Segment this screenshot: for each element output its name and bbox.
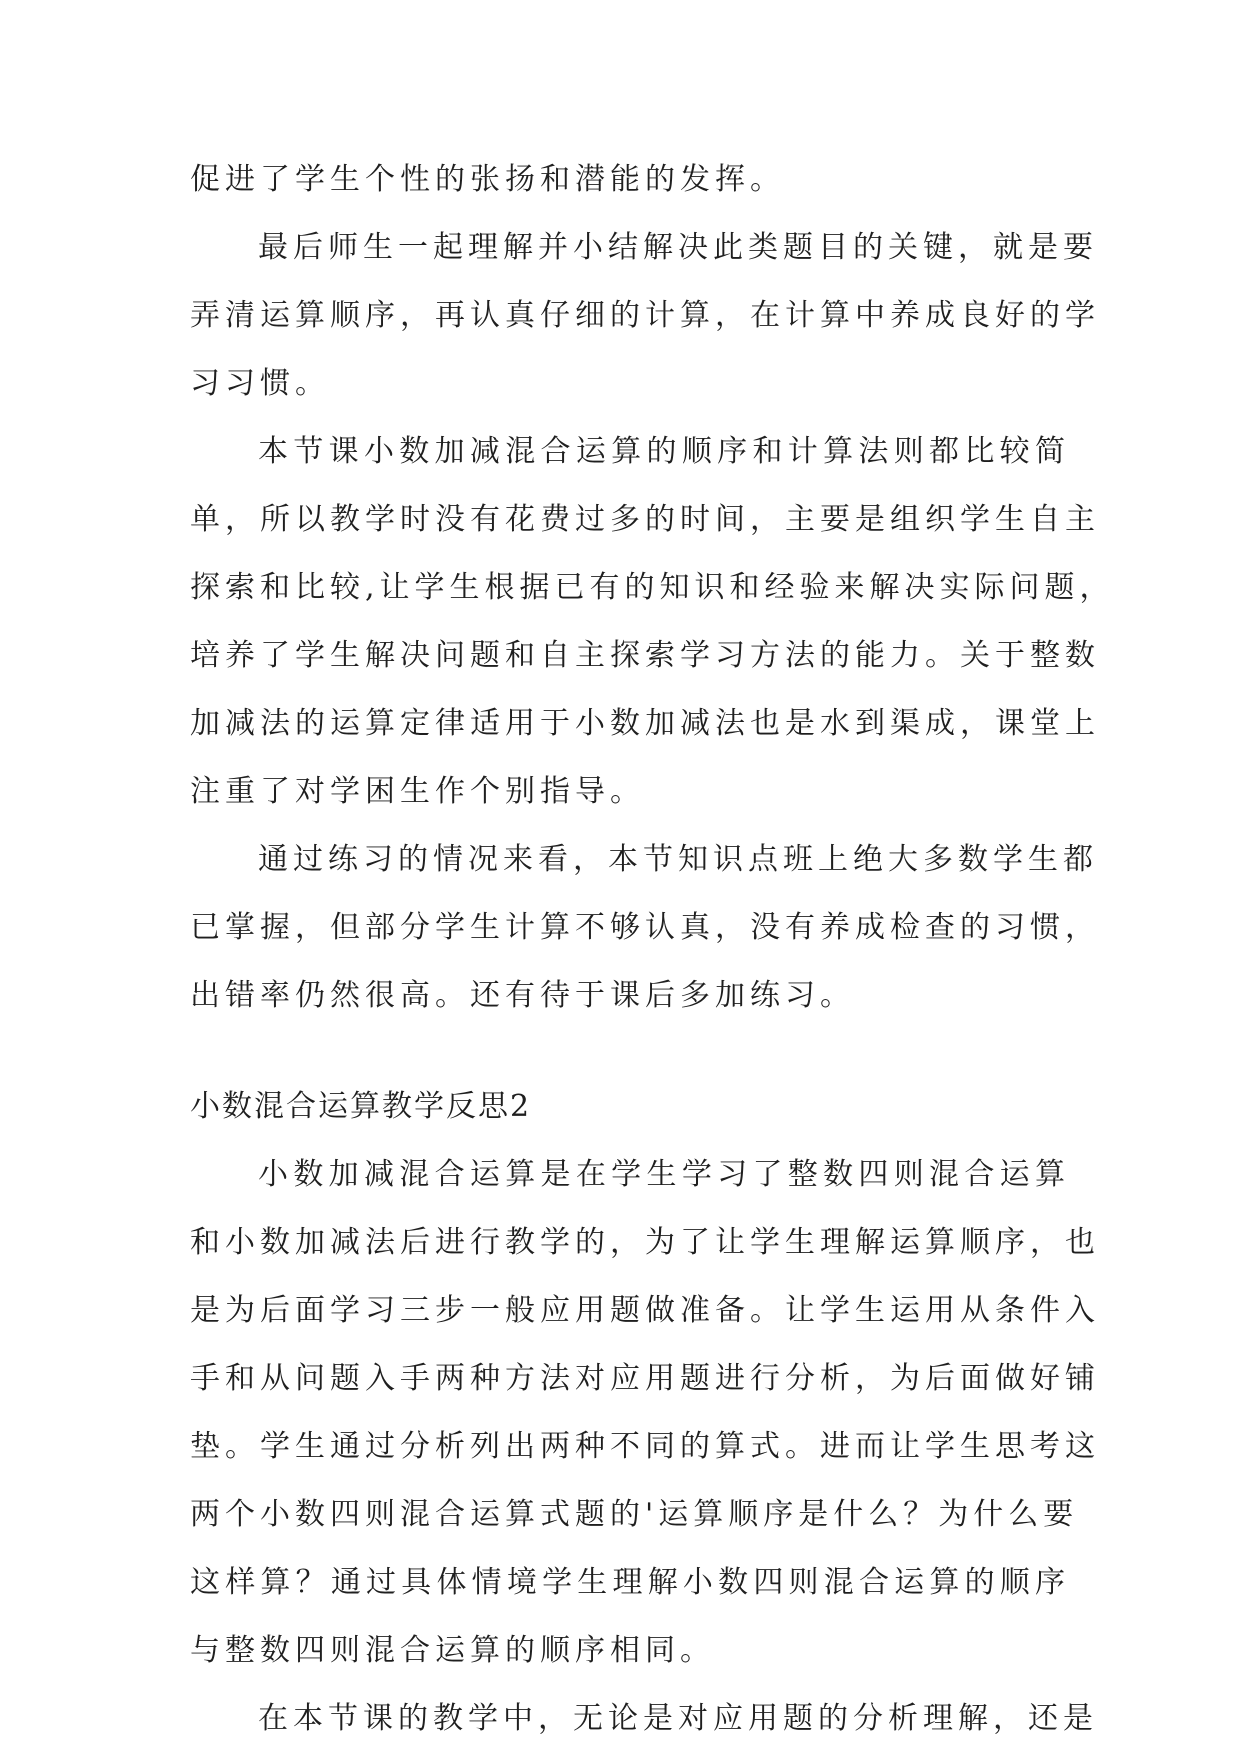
text-line: 培养了学生解决问题和自主探索学习方法的能力。关于整数: [190, 638, 1100, 673]
text-line: 出错率仍然很高。还有待于课后多加练习。: [190, 978, 855, 1013]
text-line: 本节课小数加减混合运算的顺序和计算法则都比较简: [258, 434, 1070, 469]
text-line: 通过练习的情况来看，本节知识点班上绝大多数学生都: [258, 842, 1098, 877]
text-line: 已掌握，但部分学生计算不够认真，没有养成检查的习惯，: [190, 910, 1100, 945]
section-heading: 小数混合运算教学反思2: [190, 1089, 532, 1124]
text-line: 手和从问题入手两种方法对应用题进行分析，为后面做好铺: [190, 1361, 1100, 1396]
text-line: 和小数加减法后进行教学的，为了让学生理解运算顺序，也: [190, 1225, 1100, 1260]
text-line: 在本节课的教学中，无论是对应用题的分析理解，还是: [258, 1701, 1098, 1736]
text-line: 最后师生一起理解并小结解决此类题目的关键，就是要: [258, 230, 1098, 265]
text-line: 两个小数四则混合运算式题的'运算顺序是什么？为什么要: [190, 1497, 1079, 1532]
text-line: 垫。学生通过分析列出两种不同的算式。进而让学生思考这: [190, 1429, 1100, 1464]
text-line: 小数加减混合运算是在学生学习了整数四则混合运算: [258, 1157, 1070, 1192]
text-line: 促进了学生个性的张扬和潜能的发挥。: [190, 162, 785, 197]
text-line: 弄清运算顺序，再认真仔细的计算，在计算中养成良好的学: [190, 298, 1100, 333]
text-line: 是为后面学习三步一般应用题做准备。让学生运用从条件入: [190, 1293, 1100, 1328]
text-line: 探索和比较,让学生根据已有的知识和经验来解决实际问题，: [190, 570, 1115, 605]
text-line: 这样算？通过具体情境学生理解小数四则混合运算的顺序: [190, 1565, 1070, 1600]
text-line: 与整数四则混合运算的顺序相同。: [190, 1633, 715, 1668]
text-line: 习习惯。: [190, 366, 330, 401]
text-line: 单，所以教学时没有花费过多的时间，主要是组织学生自主: [190, 502, 1100, 537]
text-line: 注重了对学困生作个别指导。: [190, 774, 645, 809]
text-line: 加减法的运算定律适用于小数加减法也是水到渠成，课堂上: [190, 706, 1100, 741]
